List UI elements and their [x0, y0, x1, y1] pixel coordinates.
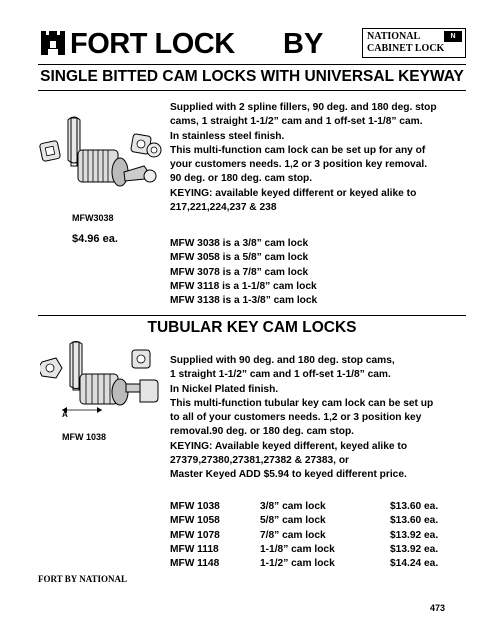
model-item: MFW 3058 is a 5/8” cam lock [170, 252, 309, 264]
description-line: cams, 1 straight 1-1/2” cam and 1 off-set 1-1/8” cam. [170, 116, 423, 128]
price-cell: $13.60 ea. [390, 501, 439, 512]
description-line: 27379,27380,27381,27382 & 27383, or [170, 455, 350, 467]
model-cell: MFW 1118 [170, 543, 219, 555]
section-divider [38, 90, 466, 91]
model-cell: MFW 1038 [170, 501, 220, 512]
description-cell: 1-1/8” cam lock [260, 543, 335, 555]
table-row [170, 529, 438, 543]
model-cell: MFW 1058 [170, 515, 220, 527]
partner-logo-line2: CABINET LOCK [367, 43, 445, 54]
brand-name: FORT LOCK [70, 28, 235, 60]
description-cell: 1-1/2” cam lock [260, 558, 335, 570]
product-price: $4.96 ea. [72, 233, 118, 245]
price-cell: $13.92 ea. [390, 543, 439, 555]
description-line: 1 straight 1-1/2” cam and 1 off-set 1-1/8” cam. [170, 369, 391, 381]
description-cell: 7/8” cam lock [260, 529, 326, 541]
model-item: MFW 3038 is a 3/8” cam lock [170, 238, 309, 249]
tubular-cam-lock-illustration [40, 340, 162, 432]
product-description [170, 101, 437, 215]
description-line: KEYING: available keyed different or keyed alike to [170, 187, 417, 199]
section-title: TUBULAR KEY CAM LOCKS [147, 319, 357, 336]
brand-header [40, 27, 480, 63]
description-line: KEYING: Available keyed different, keyed alike to [170, 440, 408, 452]
page-number: 473 [430, 603, 446, 613]
table-row [170, 557, 438, 571]
price-cell: $13.92 ea. [390, 529, 439, 541]
brand-by: BY [283, 28, 324, 60]
cam-lock-illustration [38, 110, 163, 210]
partner-mark-icon: N [444, 31, 462, 42]
model-item: MFW 3138 is a 1-3/8” cam lock [170, 295, 318, 307]
section-divider [38, 315, 466, 316]
partner-logo-line1: NATIONAL [367, 31, 421, 42]
partner-logo [362, 28, 466, 58]
model-list [170, 237, 317, 308]
section-divider [38, 64, 466, 65]
description-line: This multi-function cam lock can be set up for any of [170, 144, 426, 156]
product-image-label: MFW 1038 [62, 432, 107, 442]
product-description [170, 354, 433, 483]
description-line: your customers needs. 1,2 or 3 position key removal. [170, 159, 428, 171]
section-title: SINGLE BITTED CAM LOCKS WITH UNIVERSAL KEYWAY [40, 68, 464, 85]
model-item: MFW 3078 is a 7/8” cam lock [170, 266, 309, 278]
product-image-label: MFW3038 [72, 213, 114, 223]
dimension-callout: A [62, 410, 68, 419]
price-cell: $14.24 ea. [390, 558, 439, 570]
model-cell: MFW 1148 [170, 558, 220, 570]
price-cell: $13.60 ea. [390, 515, 439, 527]
description-line: Supplied with 90 deg. and 180 deg. stop cams, [170, 355, 395, 366]
description-cell: 3/8” cam lock [260, 501, 326, 512]
table-row [170, 543, 438, 557]
price-table [170, 500, 438, 571]
description-line: to all of your customers needs. 1,2 or 3 position key [170, 412, 422, 424]
description-line: This multi-function tubular key cam lock can be set up [170, 397, 434, 409]
description-line: 90 deg. or 180 deg. cam stop. [170, 173, 313, 185]
footer-company: FORT BY NATIONAL [38, 574, 128, 584]
table-row [170, 514, 438, 528]
description-line: In Nickel Plated finish. [170, 383, 279, 395]
table-row [170, 500, 438, 514]
description-line: 217,221,224,237 & 238 [170, 202, 277, 214]
model-cell: MFW 1078 [170, 529, 220, 541]
castle-logo-icon [40, 29, 66, 57]
description-line: Master Keyed ADD $5.94 to keyed different price. [170, 469, 407, 481]
description-line: removal.90 deg. or 180 deg. cam stop. [170, 426, 355, 438]
description-line: In stainless steel finish. [170, 130, 285, 142]
description-line: Supplied with 2 spline fillers, 90 deg. and 180 deg. stop [170, 102, 437, 113]
model-item: MFW 3118 is a 1-1/8” cam lock [170, 280, 317, 292]
description-cell: 5/8” cam lock [260, 515, 326, 527]
